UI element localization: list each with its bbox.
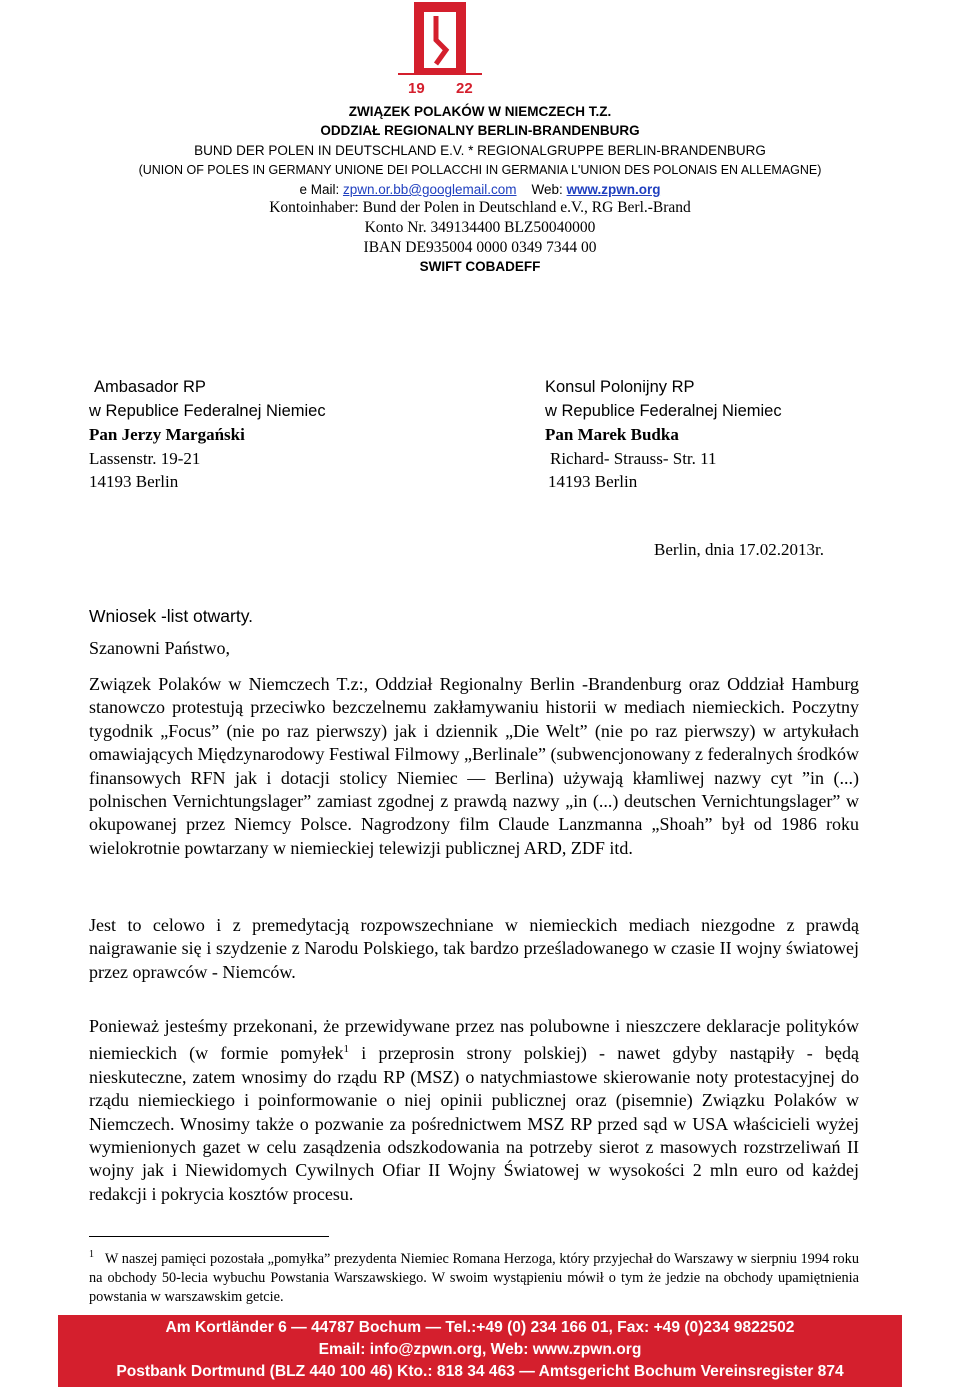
footnote-separator	[89, 1236, 329, 1237]
footer-email-web: Email: info@zpwn.org, Web: www.zpwn.org	[318, 1341, 642, 1358]
letter-subject: Wniosek -list otwarty.	[89, 606, 254, 626]
footnote	[89, 1245, 859, 1307]
letter-salutation: Szanowni Państwo,	[89, 638, 230, 658]
account-number: Konto Nr. 349134400 BLZ50040000	[364, 219, 596, 236]
footnote-ref[interactable]: 1	[343, 1043, 350, 1056]
logo-year-right: 22	[456, 80, 473, 97]
org-name-multilang: (UNION OF POLES IN GERMANY UNIONE DEI POLLACCHI IN GERMANIA L'UNION DES POLONAIS EN ALLEMAGNE)	[138, 163, 822, 177]
body-paragraph-3-part-b: i przeprosin strony polskiej) - nawet gdyby nastąpiły - będą nieskuteczne, zatem wnosimy do rządu RP (MSZ) o natychmiastowe skierowanie noty protestacyjnej do rządu niemieckiego i poinformowanie o niej opinii publicznej oraz (pisemnie) Związku Polaków w Niemczech. Wnosimy także o pozwanie za pośrednictwem MSZ RP przed sąd w USA właścicieli wyżej wymienionych gazet w celu zasądzenia odszkodowania na potrzeby sierot z masowych rozstrzeliwań II wojny jak i Niewidomych Cywilnych Ofiar II Wojny Światowej w wysokości 2 mln euro od każdej redakcji i pokrycia kosztów procesu.	[89, 1043, 859, 1204]
iban: IBAN DE935004 0000 0349 7344 00	[363, 239, 597, 256]
web-label: Web:	[531, 182, 567, 197]
union-seal-logo	[384, 0, 496, 98]
account-holder: Kontoinhaber: Bund der Polen in Deutschland e.V., RG Berl.-Brand	[269, 199, 691, 216]
footer-address: Am Kortländer 6 — 44787 Bochum — Tel.:+49 (0) 234 166 01, Fax: +49 (0)234 9822502	[165, 1319, 795, 1336]
org-name-pl: ZWIĄZEK POLAKÓW W NIEMCZECH T.Z.	[348, 104, 612, 119]
contact-line	[0, 182, 960, 197]
swift: SWIFT COBADEFF	[419, 259, 541, 274]
recipient-left-city: 14193 Berlin	[89, 472, 179, 491]
footer-bar	[58, 1315, 902, 1387]
footnote-text: W naszej pamięci pozostała „pomyłka” prezydenta Niemiec Romana Herzoga, który przyjechał do Warszawy w sierpniu 1994 roku na obchody 50-lecia wybuchu Powstania Warszawskiego. W swoim wystąpieniu mówił o tym że jedzie na obchody upamiętnienia powstania w warszawskim getcie.	[89, 1250, 859, 1305]
recipient-right	[545, 376, 782, 494]
mail-label: e Mail:	[299, 182, 343, 197]
mail-link[interactable]: zpwn.or.bb@googlemail.com	[342, 182, 517, 197]
recipient-right-street: Richard- Strauss- Str. 11	[550, 448, 717, 468]
recipient-left-name: Pan Jerzy Margański	[89, 425, 245, 444]
recipient-right-title: Konsul Polonijny RP	[545, 378, 695, 396]
body-paragraph-2: Jest to celowo i z premedytacją rozpowszechniane w niemieckich mediach niezgodne z prawdą naigrawanie się i szydzenie z Narodu Polskiego, tak bardzo prześladowanego w czasie II wojny światowej przez oprawców - Niemców.	[89, 915, 859, 982]
letter-date: Berlin, dnia 17.02.2013r.	[654, 540, 824, 559]
footer-bank: Postbank Dortmund (BLZ 440 100 46) Kto.: 818 34 463 — Amtsgericht Bochum Vereinsregister 874	[116, 1363, 844, 1380]
recipient-right-name: Pan Marek Budka	[545, 425, 679, 444]
recipient-left-street: Lassenstr. 19-21	[89, 448, 201, 468]
recipient-left	[89, 376, 326, 494]
body-paragraph-3-part-a: Ponieważ jesteśmy przekonani, że przewidywane przez nas polubowne i nieszczere deklaracje polityków niemieckich (w formie pomyłek	[89, 1016, 859, 1064]
org-branch-pl: ODDZIAŁ REGIONALNY BERLIN-BRANDENBURG	[320, 123, 640, 138]
org-name-de: BUND DER POLEN IN DEUTSCHLAND E.V. * REGIONALGRUPPE BERLIN-BRANDENBURG	[194, 143, 766, 158]
recipient-left-title: Ambasador RP	[94, 378, 206, 396]
logo-year-left: 19	[408, 80, 425, 97]
web-link[interactable]: www.zpwn.org	[566, 182, 661, 197]
footnote-number: 1	[89, 1249, 94, 1260]
body-paragraph-3	[89, 1015, 859, 1206]
body-paragraph-1: Związek Polaków w Niemczech T.z:, Oddział Regionalny Berlin -Brandenburg oraz Oddział Hamburg stanowczo protestują przeciwko bezczelnemu zakłamywaniu historii w mediach niemieckich. Poczytny tygodnik „Focus” (nie po raz pierwszy) jak i dziennik „Die Welt” (nie po raz pierwszy) w artykułach omawiających Międzynarodowy Festiwal Filmowy „Berlinale” (subwencjonowany z federalnych środków finansowych RFN jak i dotacji stolicy Niemiec — Berlina) używają kłamliwej nazwy cyt ”in (...) polnischen Vernichtungslager” zamiast zgodnej z prawdą nazwy „in (...) deutschen Vernichtungslager” w okupowanej przez Niemcy Polsce. Nagrodzony film Claude Lanzmanna „Shoah” był od 1986 roku wielokrotnie powtarzany w niemieckiej telewizji publicznej ARD, ZDF itd.	[89, 674, 859, 858]
recipient-right-city: 14193 Berlin	[548, 472, 638, 491]
recipient-right-org: w Republice Federalnej Niemiec	[545, 401, 782, 420]
recipient-left-org: w Republice Federalnej Niemiec	[89, 401, 326, 420]
